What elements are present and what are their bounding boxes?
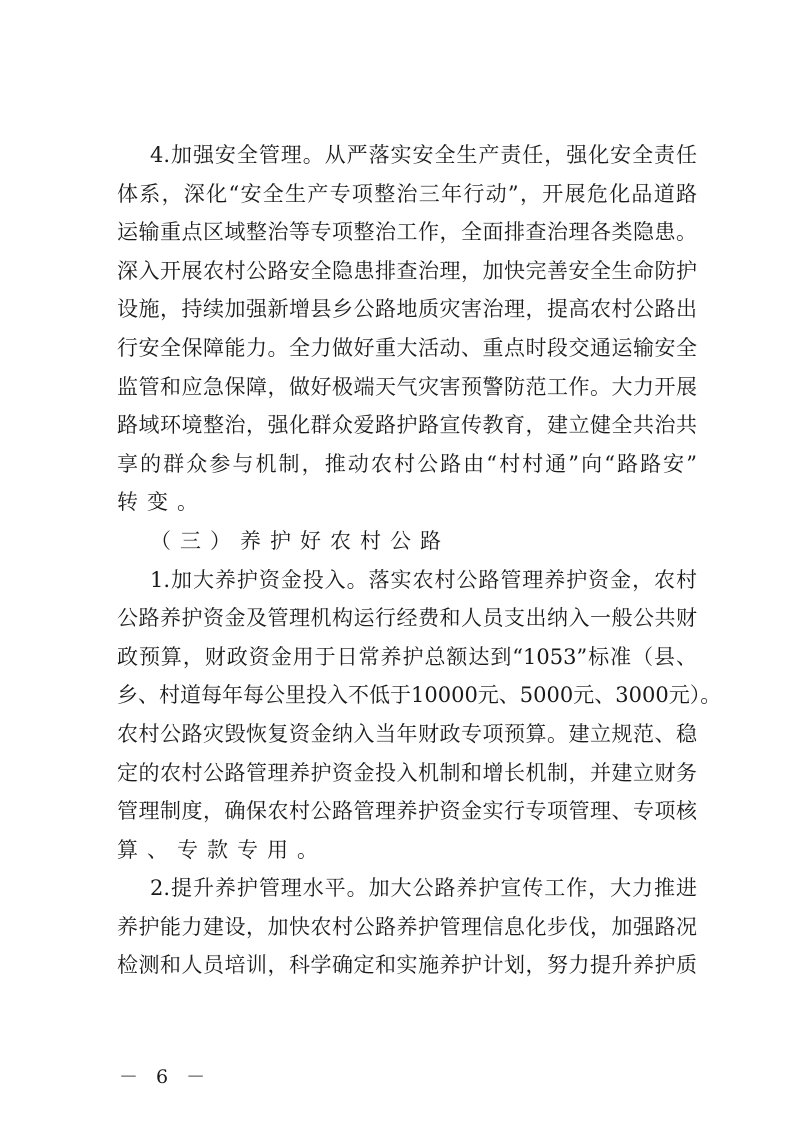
paragraph-line: 公路养护资金及管理机构运行经费和人员支出纳入一般公共财 xyxy=(117,606,697,631)
section-heading: （三）养护好农村公路 xyxy=(150,528,450,553)
paragraph-line: 运输重点区域整治等专项整治工作，全面排查治理各类隐患。 xyxy=(117,220,697,245)
paragraph-line: 2.提升养护管理水平。加大公路养护宣传工作，大力推进 xyxy=(150,876,697,901)
paragraph-line: 养护能力建设，加快农村公路养护管理信息化步伐，加强路况 xyxy=(117,914,697,939)
paragraph-line: 路域环境整治，强化群众爱路护路宣传教育，建立健全共治共 xyxy=(117,413,697,438)
paragraph-line: 管理制度，确保农村公路管理养护资金实行专项管理、专项核 xyxy=(117,799,697,824)
paragraph-line: 深入开展农村公路安全隐患排查治理，加快完善安全生命防护 xyxy=(117,258,697,283)
paragraph-line: 乡、村道每年每公里投入不低于10000元、5000元、3000元）。 xyxy=(117,683,722,708)
body-text xyxy=(117,136,722,985)
paragraph-line: 设施，持续加强新增县乡公路地质灾害治理，提高农村公路出 xyxy=(117,297,697,322)
page-number: － 6 － xyxy=(119,1066,212,1088)
paragraph-line: 监管和应急保障，做好极端天气灾害预警防范工作。大力开展 xyxy=(117,374,697,399)
paragraph-line: 转变。 xyxy=(117,490,207,515)
paragraph-line: 算、专款专用。 xyxy=(117,837,327,862)
paragraph-line: 4.加强安全管理。从严落实安全生产责任，强化安全责任 xyxy=(150,143,697,167)
paragraph-line: 1.加大养护资金投入。落实农村公路管理养护资金，农村 xyxy=(150,567,697,592)
paragraph-line: 体系，深化“安全生产专项整治三年行动”，开展危化品道路 xyxy=(117,181,697,206)
paragraph-line: 定的农村公路管理养护资金投入机制和增长机制，并建立财务 xyxy=(117,760,697,785)
paragraph-line: 农村公路灾毁恢复资金纳入当年财政专项预算。建立规范、稳 xyxy=(117,721,697,746)
paragraph-line: 行安全保障能力。全力做好重大活动、重点时段交通运输安全 xyxy=(117,335,697,360)
paragraph-line: 享的群众参与机制，推动农村公路由“村村通”向“路路安” xyxy=(117,451,697,476)
paragraph-line: 政预算，财政资金用于日常养护总额达到“1053”标准（县、 xyxy=(117,644,697,669)
paragraph-line: 检测和人员培训，科学确定和实施养护计划，努力提升养护质 xyxy=(117,953,697,978)
